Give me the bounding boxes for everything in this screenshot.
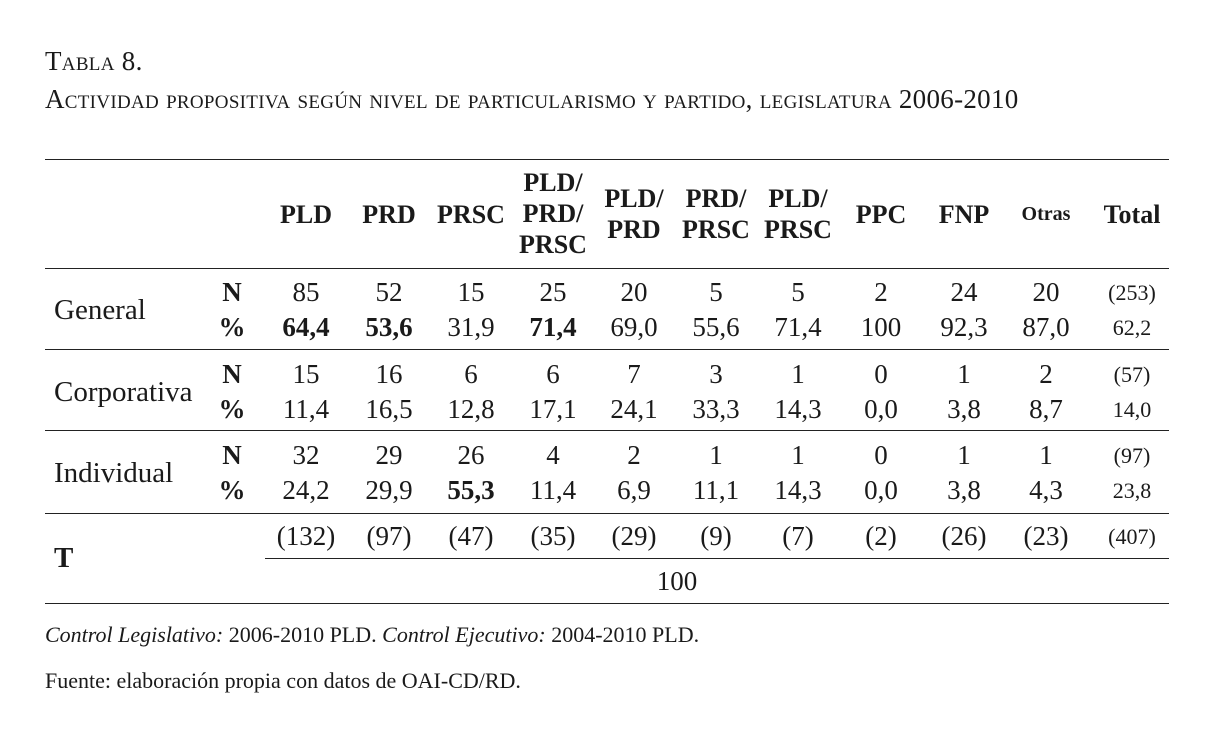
pct-value: 24,1 (610, 394, 658, 424)
rule-corporativa (45, 430, 1169, 431)
total-value: (47) (448, 521, 494, 551)
pct-value: 11,1 (692, 475, 740, 505)
n-value: 20 (620, 277, 648, 307)
pct-value: 53,6 (365, 312, 413, 342)
column-header (519, 167, 587, 261)
control-note (45, 622, 699, 648)
column-header-line: FNP (938, 199, 990, 229)
pct-marker: % (218, 312, 246, 342)
pct-value: 17,1 (529, 394, 577, 424)
column-header-line: PLD/ (604, 184, 664, 213)
pct-value: 92,3 (940, 312, 988, 342)
n-value: 0 (874, 440, 888, 470)
n-value: 6 (464, 359, 478, 389)
total-value: (23) (1023, 521, 1069, 551)
table-label: Tabla 8. (45, 46, 143, 76)
n-value: 1 (957, 440, 971, 470)
n-value: 52 (375, 277, 403, 307)
n-value: 20 (1032, 277, 1060, 307)
column-header (682, 183, 750, 245)
pct-value: 3,8 (947, 475, 981, 505)
n-value: 1 (709, 440, 723, 470)
n-value: 2 (874, 277, 888, 307)
column-header (856, 199, 907, 230)
row-label: Individual (54, 457, 174, 489)
pct-value: 14,3 (774, 475, 822, 505)
n-value: 24 (950, 277, 978, 307)
total-percent: 100 (656, 566, 698, 596)
column-header-line: Otras (1021, 203, 1071, 225)
row-label: Corporativa (54, 376, 193, 408)
pct-value: 62,2 (1112, 315, 1152, 340)
rule-total-sub (265, 558, 1169, 559)
pct-value: 100 (860, 312, 902, 342)
total-value: (26) (941, 521, 987, 551)
column-header-line: Total (1103, 199, 1161, 229)
column-header-line: PRSC (764, 215, 832, 245)
column-header-line: PPC (855, 199, 907, 229)
column-header (604, 183, 663, 245)
n-value: 29 (375, 440, 403, 470)
n-value: 7 (627, 359, 641, 389)
total-value: (35) (530, 521, 576, 551)
pct-value: 71,4 (529, 312, 577, 342)
pct-value: 0,0 (864, 475, 898, 505)
n-value: (57) (1113, 362, 1151, 387)
n-value: 2 (627, 440, 641, 470)
column-header-line: PRD (607, 215, 661, 245)
pct-value: 14,3 (774, 394, 822, 424)
n-value: 5 (709, 277, 723, 307)
control-legislativo-label: Control Legislativo: (45, 622, 224, 647)
n-value: 6 (546, 359, 560, 389)
pct-value: 55,6 (692, 312, 740, 342)
n-value: (253) (1108, 280, 1156, 305)
table-title: Actividad propositiva según nivel de particularismo y partido, legislatura 2006-2010 (45, 84, 1019, 114)
n-value: 16 (375, 359, 403, 389)
n-value: 3 (709, 359, 723, 389)
rule-header (45, 268, 1169, 269)
n-value: 4 (546, 440, 560, 470)
pct-value: 11,4 (282, 394, 330, 424)
n-value: 26 (457, 440, 485, 470)
total-value: (2) (865, 521, 897, 551)
n-value: 1 (957, 359, 971, 389)
column-header-line: PLD/ (523, 168, 583, 197)
rule-general (45, 349, 1169, 350)
source-note: Fuente: elaboración propia con datos de OAI-CD/RD. (45, 668, 521, 693)
n-marker: N (222, 277, 242, 307)
column-header-line: PRSC (437, 199, 505, 229)
total-label: T (54, 542, 74, 574)
column-header-line: PLD/ (768, 184, 828, 213)
column-header (1104, 199, 1161, 230)
pct-marker: % (218, 475, 246, 505)
n-value: 32 (292, 440, 320, 470)
pct-value: 64,4 (282, 312, 330, 342)
total-value: (7) (782, 521, 814, 551)
pct-value: 0,0 (864, 394, 898, 424)
pct-value: 24,2 (282, 475, 330, 505)
n-value: 0 (874, 359, 888, 389)
column-header (362, 199, 415, 230)
column-header (764, 183, 832, 245)
pct-value: 16,5 (365, 394, 413, 424)
row-label: General (54, 294, 146, 326)
pct-value: 3,8 (947, 394, 981, 424)
column-header-line: PRSC (519, 230, 587, 260)
pct-value: 31,9 (447, 312, 495, 342)
pct-value: 12,8 (447, 394, 495, 424)
rule-top (45, 159, 1169, 160)
pct-value: 87,0 (1022, 312, 1070, 342)
n-value: 5 (791, 277, 805, 307)
total-value: (407) (1108, 524, 1156, 549)
column-header (939, 199, 990, 230)
total-value: (97) (366, 521, 412, 551)
column-header-line: PRSC (682, 215, 750, 245)
pct-value: 69,0 (610, 312, 658, 342)
column-header-line: PRD (362, 199, 416, 229)
n-value: 1 (791, 440, 805, 470)
n-value: 1 (791, 359, 805, 389)
total-value: (132) (276, 521, 336, 551)
control-legislativo-value: 2006-2010 PLD. (223, 622, 383, 647)
rule-bottom (45, 603, 1169, 604)
pct-value: 29,9 (365, 475, 413, 505)
n-value: 15 (292, 359, 320, 389)
rule-individual (45, 513, 1169, 514)
pct-value: 6,9 (617, 475, 651, 505)
column-header-line: PLD (280, 199, 332, 229)
n-marker: N (222, 440, 242, 470)
pct-value: 14,0 (1112, 397, 1152, 422)
n-marker: N (222, 359, 242, 389)
n-value: (97) (1113, 443, 1151, 468)
n-value: 85 (292, 277, 320, 307)
control-ejecutivo-label: Control Ejecutivo: (382, 622, 546, 647)
column-header (280, 199, 332, 230)
pct-value: 71,4 (774, 312, 822, 342)
n-value: 2 (1039, 359, 1053, 389)
n-value: 15 (457, 277, 485, 307)
pct-value: 8,7 (1029, 394, 1063, 424)
column-header (1022, 202, 1071, 226)
total-value: (9) (700, 521, 732, 551)
pct-value: 23,8 (1112, 478, 1152, 503)
pct-value: 11,4 (529, 475, 577, 505)
pct-value: 33,3 (692, 394, 740, 424)
pct-value: 55,3 (447, 475, 495, 505)
total-value: (29) (611, 521, 657, 551)
control-ejecutivo-value: 2004-2010 PLD. (545, 622, 700, 647)
n-value: 25 (539, 277, 567, 307)
pct-marker: % (218, 394, 246, 424)
column-header (437, 199, 505, 230)
pct-value: 4,3 (1029, 475, 1063, 505)
column-header-line: PRD/ (522, 199, 584, 229)
n-value: 1 (1039, 440, 1053, 470)
column-header-line: PRD/ (685, 184, 747, 213)
